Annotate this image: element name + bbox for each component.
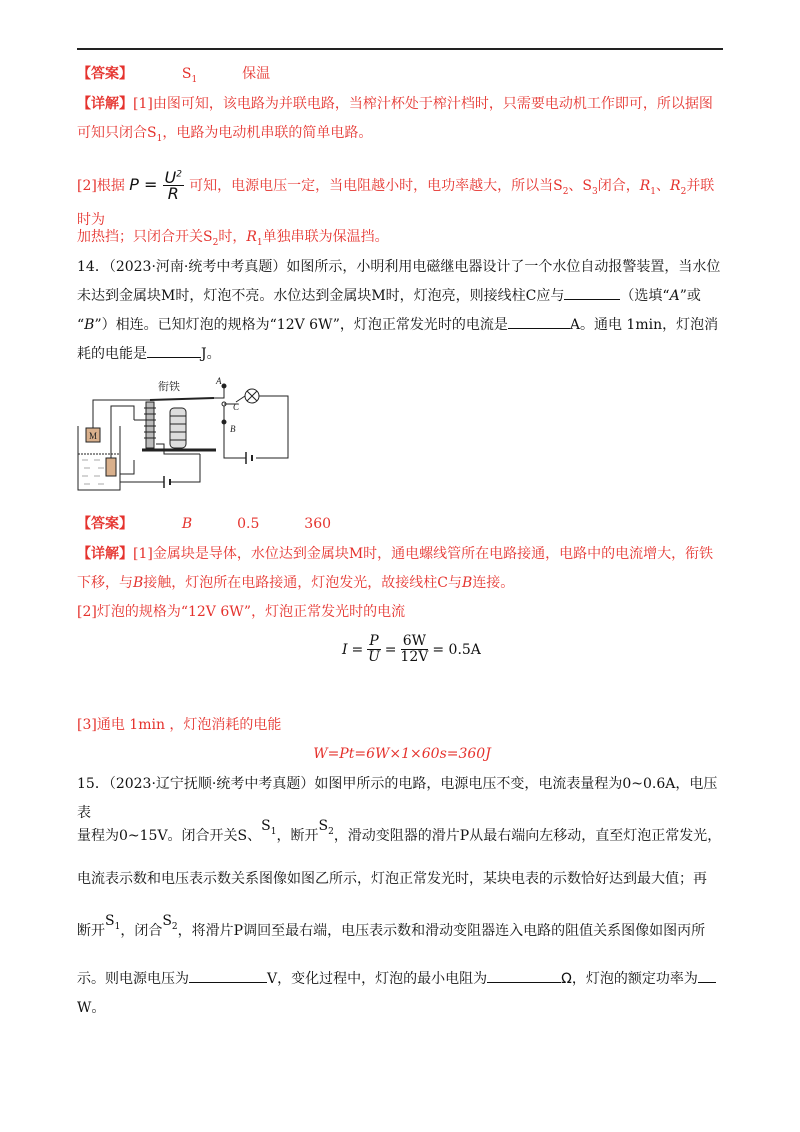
q15-stem-1: 15．（2023·辽宁抚顺·统考中考真题）如图甲所示的电路，电源电压不变，电流表量程为0~0.6A，电压表 — [77, 776, 718, 821]
q15-stem-3: 电流表示数和电压表示数关系图像如图乙所示，灯泡正常发光时，某块电表的示数恰好达到最大值；再 — [77, 871, 707, 887]
q13-detail-1 — [77, 90, 727, 119]
power-formula: P = $\frac{U^2}{R}$ — [129, 168, 182, 203]
q13-detail-1b: 可知只闭合$S_1$，电路为电动机串联的简单电路。 — [77, 125, 373, 144]
header-rule — [77, 48, 723, 50]
detail-text: [1]由图可知，该电路为并联电路，当榨汁杯处于榨汁档时，只需要电动机工作即可，所以据图 — [133, 96, 713, 112]
terminal-a — [222, 384, 226, 388]
answer-blank-6[interactable] — [698, 968, 716, 983]
q14-detail-1: 【详解】[1]金属块是导体，水位达到金属块M时，通电螺线管所在电路接通，电路中的电流增大，衔铁 — [77, 546, 714, 562]
q14-stem-4: 耗的电能是 J。 — [77, 340, 727, 369]
answer-blank-3[interactable] — [147, 343, 201, 358]
answer-label: 【答案】 — [77, 66, 133, 82]
q15-stem-2: 量程为0~15V。闭合开关S、$S_1$，断开$S_2$，滑动变阻器的滑片P从最右端向左移动，直至灯泡正常发光， — [77, 818, 722, 844]
q15-stem-6: W。 — [77, 1000, 106, 1016]
q14-detail-2: 下移，与B接触，灯泡所在电路接通，灯泡发光，故接线柱C与B连接。 — [77, 575, 515, 591]
electromagnet-core — [146, 402, 154, 448]
label-a: A — [216, 376, 222, 386]
q13-detail-3: 加热挡；只闭合开关$S_2$时，$R_1$单独串联为保温挡。 — [77, 229, 389, 248]
label-armature: 衔铁 — [158, 381, 180, 393]
label-c: C — [233, 402, 240, 412]
answer-blank-5[interactable] — [487, 968, 561, 983]
answer-blank-2[interactable] — [508, 314, 570, 329]
answer-1: B — [181, 516, 193, 532]
current-formula: I = $\frac{P}{U}$ = $\frac{6W}{12V}$ = 0.5A — [342, 633, 481, 665]
answer-label: 【答案】 — [77, 516, 133, 532]
q14-stem-2: 未达到金属块M时，灯泡不亮。水位达到金属块M时，灯泡亮，则接线柱C应与 （选填“A”或 — [77, 282, 727, 311]
answer-blank-1[interactable] — [564, 285, 620, 300]
detail-label: 【详解】 — [77, 546, 133, 562]
answer-2: 保温 — [242, 66, 271, 82]
q14-detail-3: [2]灯泡的规格为“12V 6W”，灯泡正常发光时的电流 — [77, 604, 406, 620]
q15-stem-5: 示。则电源电压为 V，变化过程中，灯泡的最小电阻为 Ω，灯泡的额定功率为 — [77, 965, 727, 994]
answer-blank-4[interactable] — [189, 968, 267, 983]
label-b: B — [230, 424, 236, 434]
detail-label: 【详解】 — [77, 96, 133, 112]
answer-1: $S_1$ — [181, 66, 198, 85]
energy-formula: W=Pt=6W×1×60s=360J — [313, 746, 491, 762]
q13-answer-line — [77, 60, 727, 89]
water-level-alarm-circuit — [74, 374, 294, 494]
q14-stem-1: 14．（2023·河南·统考中考真题）如图所示，小明利用电磁继电器设计了一个水位自动报警装置，当水位 — [77, 259, 721, 275]
metal-block-bottom — [106, 458, 116, 476]
q14-answer-line — [77, 510, 727, 539]
q15-stem-4: 断开$S_1$，闭合$S_2$，将滑片P调回至最右端，电压表示数和滑动变阻器连入电路的阻值关系图像如图丙所 — [77, 913, 706, 939]
armature — [150, 398, 214, 400]
answer-3: 360 — [304, 516, 332, 532]
q14-stem-3: “B”）相连。已知灯泡的规格为“12V 6W”，灯泡正常发光时的电流是 A。通电 1min，灯泡消 — [77, 311, 727, 340]
q14-detail-4: [3]通电 1min ，灯泡消耗的电能 — [77, 717, 282, 733]
label-m: M — [89, 431, 98, 441]
q13-detail-2: [2]根据 P = $\frac{U^2}{R}$ 可知，电源电压一定，当电阻越小时，电功率越大，所以当$S_2$、$S_3$闭合，$R_1$、$R_2$并联时为 — [77, 168, 715, 228]
answer-2: 0.5 — [237, 516, 260, 532]
